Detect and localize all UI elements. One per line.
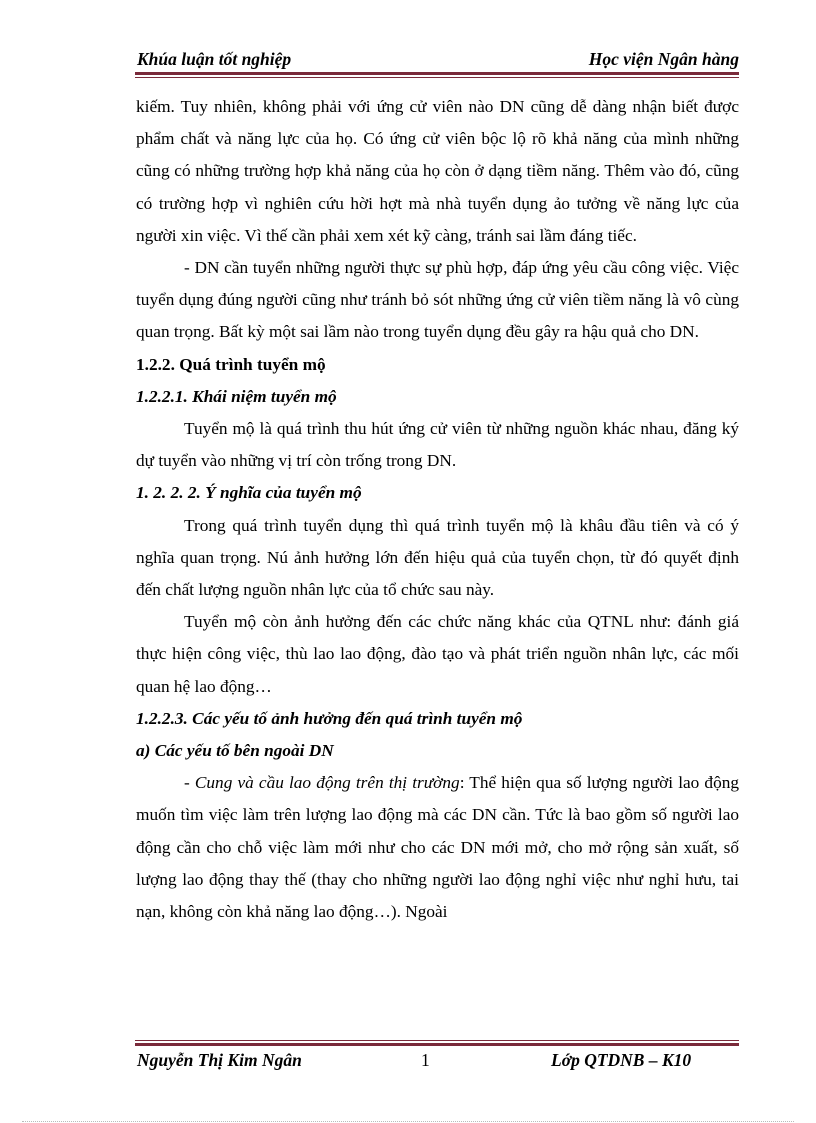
- paragraph-1: kiếm. Tuy nhiên, không phải với ứng cử viên nào DN cũng dễ dàng nhận biết được phẩm chất và năng lực của họ. Có ứng cử viên bộc lộ rõ khả năng của mình những cũng có những trường hợp khả năng của họ còn ở dạng tiềm năng. Thêm vào đó, cũng có trường hợp vì nghiên cứu hời hợt mà nhà tuyển dụng ảo tưởng về năng lực của người xin việc. Vì thế cần phải xem xét kỹ càng, tránh sai lầm đáng tiếc.: [136, 97, 739, 245]
- paragraph-3: Tuyển mộ là quá trình thu hút ứng cử viên từ những nguồn khác nhau, đăng ký dự tuyển vào những vị trí còn trống trong DN.: [136, 419, 739, 471]
- page-edge-dots: [22, 1121, 794, 1122]
- paragraph-6-text: : Thể hiện qua số lượng người lao động muốn tìm việc làm trên lượng lao động mà các DN cần. Tức là bao gồm số người lao động cần cho chỗ việc làm mới như cho các DN mới mở, cho mở rộng sản xuất, số lượng lao động thay thế (thay cho những người lao động nghỉ việc như nghỉ hưu, tai nạn, không còn khả năng lao động…). Ngoài: [136, 773, 739, 922]
- footer-author: Nguyễn Thị Kim Ngân: [137, 1050, 302, 1070]
- paragraph-2: - DN cần tuyển những người thực sự phù hợp, đáp ứng yêu cầu công việc. Việc tuyển dụng đúng người cũng như tránh bỏ sót những ứng cử viên tiềm năng là vô cùng quan trọng. Bất kỳ một sai lầm nào trong tuyển dụng đều gây ra hậu quả cho DN.: [136, 258, 739, 342]
- header-institution: Học viện Ngân hàng: [588, 49, 739, 69]
- heading-external-factors: a) Các yếu tố bên ngoài DN: [136, 741, 334, 761]
- heading-1-2-2-3: 1.2.2.3. Các yếu tố ảnh hưởng đến quá trình tuyển mộ: [136, 708, 523, 728]
- heading-1-2-2: 1.2.2. Quá trình tuyển mộ: [136, 354, 326, 374]
- heading-1-2-2-2: 1. 2. 2. 2. Ý nghĩa của tuyển mộ: [136, 483, 362, 503]
- term-labor-supply-demand: - Cung và cầu lao động trên thị trường: [184, 773, 460, 793]
- header-thesis-title: Khúa luận tốt nghiệp: [137, 49, 292, 69]
- heading-1-2-2-1: 1.2.2.1. Khái niệm tuyển mộ: [136, 386, 337, 406]
- footer-class: Lớp QTDNB – K10: [551, 1050, 692, 1070]
- page-number: 1: [421, 1050, 430, 1070]
- paragraph-4: Trong quá trình tuyển dụng thì quá trình tuyển mộ là khâu đầu tiên và có ý nghĩa quan trọng. Nú ảnh hưởng lớn đến hiệu quả của tuyển chọn, từ đó quyết định đến chất lượng nguồn nhân lực của tổ chức sau này.: [136, 515, 739, 600]
- page-header: [135, 49, 739, 71]
- document-body: [136, 91, 739, 928]
- footer-rule-thick: [135, 1043, 739, 1046]
- header-rule-thick: [135, 72, 739, 75]
- header-rule-thin: [135, 77, 739, 78]
- paragraph-6: [136, 767, 739, 928]
- paragraph-5: Tuyển mộ còn ảnh hưởng đến các chức năng khác của QTNL như: đánh giá thực hiện công việc, thù lao lao động, đào tạo và phát triển nguồn nhân lực, các mối quan hệ lao động…: [136, 612, 739, 696]
- page-footer: [135, 1050, 739, 1072]
- footer-rule-thin: [135, 1040, 739, 1041]
